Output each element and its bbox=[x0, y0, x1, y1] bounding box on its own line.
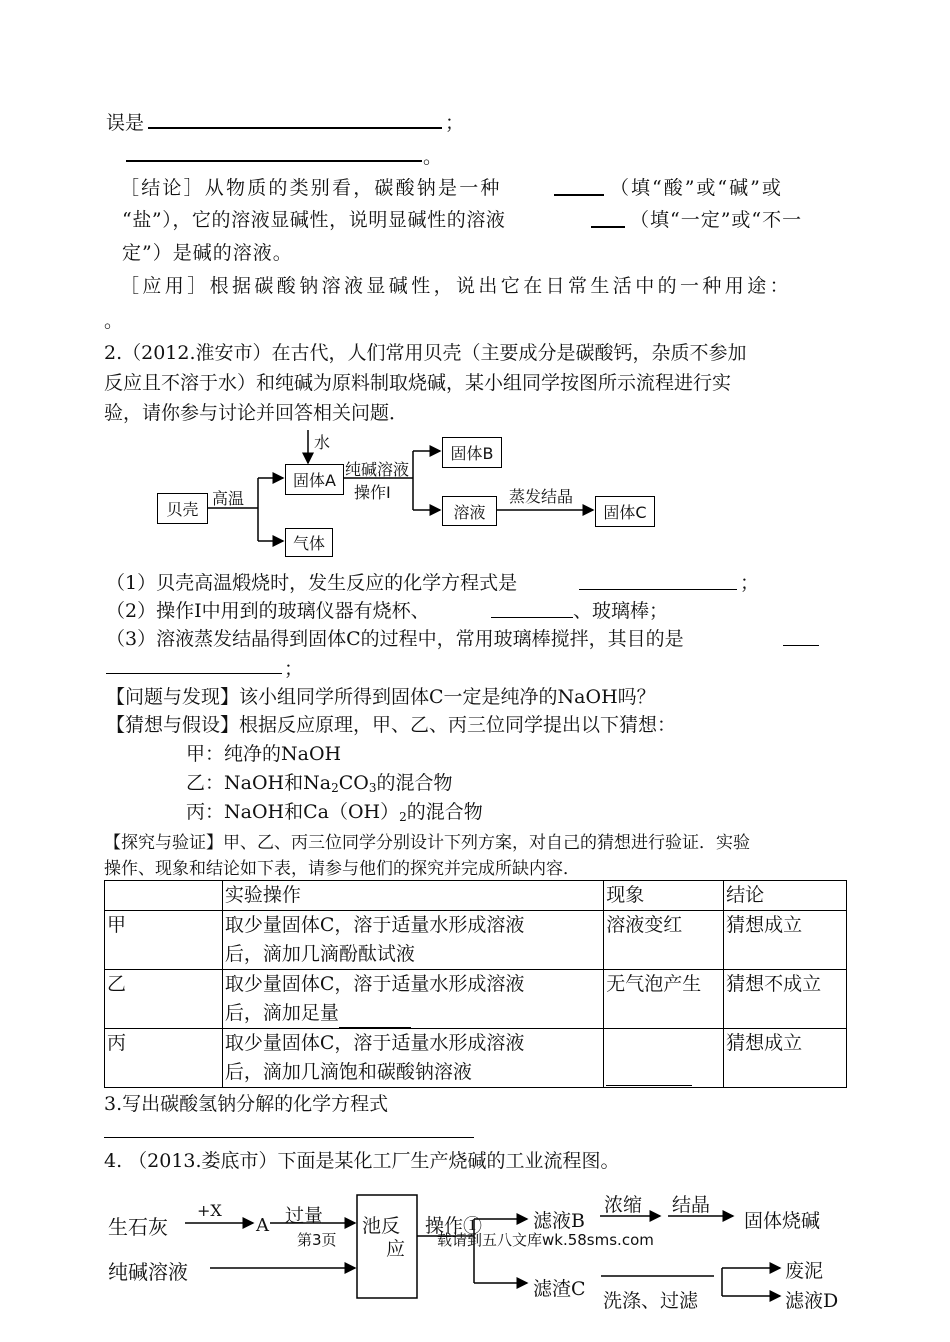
table-row bbox=[105, 1029, 847, 1088]
table-cell: 溶液变红 bbox=[604, 911, 724, 970]
waste-label: 废泥 bbox=[785, 1260, 824, 1282]
q2-sub1: （1）贝壳高温煅烧时，发生反应的化学方程式是 bbox=[106, 572, 518, 594]
solid-c-label: 固体C bbox=[603, 503, 647, 522]
conclusion-text: “盐”），它的溶液显碱性，说明显碱性的溶液 bbox=[122, 209, 506, 231]
q2-intro: 反应且不溶于水）和纯碱为原料制取烧碱，某小组同学按图所示流程进行实 bbox=[104, 372, 732, 394]
operation-1-label: 操作Ⅰ bbox=[354, 483, 391, 502]
answer-blank[interactable] bbox=[579, 589, 737, 590]
q4-intro: 4. （2013.娄底市）下面是某化工厂生产烧碱的工业流程图。 bbox=[104, 1150, 620, 1172]
subscript: 2 bbox=[331, 781, 339, 795]
table-cell bbox=[604, 1029, 724, 1088]
q2-sub3-end: ； bbox=[284, 658, 304, 680]
explore-text: 操作、现象和结论如下表，请参与他们的探究并完成所缺内容． bbox=[104, 859, 580, 879]
wash-label: 洗涤、过滤 bbox=[603, 1290, 699, 1312]
op1-label: 操作① bbox=[425, 1215, 483, 1237]
table-cell: 乙 bbox=[105, 970, 223, 1029]
solution-box bbox=[442, 496, 497, 526]
table-cell: 无气泡产生 bbox=[604, 970, 724, 1029]
table-cell: 猜想成立 bbox=[724, 911, 847, 970]
q1-line1-prefix: 误是 bbox=[106, 112, 145, 134]
pool-label: 池反 bbox=[362, 1215, 401, 1237]
hypothesis-bing-text: 的混合物 bbox=[406, 801, 483, 823]
subscript: 3 bbox=[368, 781, 377, 795]
hypothesis-yi-text: 的混合物 bbox=[376, 772, 453, 794]
hypothesis-jia: 甲：纯净的NaOH bbox=[186, 743, 342, 765]
gas-label: 气体 bbox=[292, 534, 325, 553]
solid-naoh-label: 固体烧碱 bbox=[744, 1210, 821, 1232]
table-cell: 猜想成立 bbox=[724, 1029, 847, 1088]
cell-line: 后，滴加几滴饱和碳酸钠溶液 bbox=[224, 1061, 472, 1083]
residue-c-label: 滤渣C bbox=[533, 1278, 586, 1300]
table-cell: 猜想不成立 bbox=[724, 970, 847, 1029]
high-temp-label: 高温 bbox=[212, 489, 245, 508]
cell-line: 取少量固体C，溶于适量水形成溶液 bbox=[224, 1032, 525, 1054]
subscript: 2 bbox=[399, 810, 407, 824]
table-header bbox=[105, 881, 223, 911]
cell-line: 取少量固体C，溶于适量水形成溶液 bbox=[224, 914, 525, 936]
q2-sub1-end: ； bbox=[740, 572, 760, 594]
table-cell: 甲 bbox=[105, 911, 223, 970]
q2-intro: 验，请你参与讨论并回答相关问题． bbox=[104, 402, 409, 424]
application-text: ［应用］根据碳酸钠溶液显碱性，说出它在日常生活中的一种用途： bbox=[120, 275, 793, 297]
table-header-row bbox=[105, 881, 847, 911]
conclusion-text: 定”）是碱的溶液。 bbox=[122, 242, 293, 264]
answer-blank[interactable] bbox=[606, 1056, 692, 1086]
quicklime-label: 生石灰 bbox=[108, 1215, 168, 1239]
answer-blank[interactable] bbox=[106, 673, 282, 674]
hypothesis-yi-text: 乙：NaOH和Na bbox=[186, 772, 332, 794]
cell-line bbox=[225, 999, 601, 1028]
q2-sub3: （3）溶液蒸发结晶得到固体C的过程中，常用玻璃棒搅拌，其目的是 bbox=[106, 628, 684, 650]
answer-blank[interactable] bbox=[783, 645, 819, 646]
hypothesis-yi-text: CO bbox=[338, 772, 369, 794]
explore-text: 【探究与验证】甲、乙、丙三位同学分别设计下列方案，对自己的猜想进行验证．实验 bbox=[104, 833, 750, 853]
answer-blank[interactable] bbox=[104, 1137, 474, 1138]
answer-blank[interactable] bbox=[339, 1007, 411, 1028]
solid-a-label: 固体A bbox=[293, 471, 336, 490]
cell-text: 后，滴加足量 bbox=[224, 1002, 339, 1024]
problem-text: 【问题与发现】该小组同学所得到固体C一定是纯净的NaOH吗？ bbox=[106, 686, 656, 708]
solid-b-box bbox=[442, 437, 502, 468]
a-label: A bbox=[256, 1215, 269, 1236]
excess-label: 过量 bbox=[285, 1205, 324, 1227]
table-header: 现象 bbox=[604, 881, 724, 911]
q1-line1-suffix: ； bbox=[445, 112, 465, 134]
experiment-table bbox=[104, 880, 847, 1088]
hypothesis-yi bbox=[186, 768, 452, 795]
q2-sub2: （2）操作Ⅰ中用到的玻璃仪器有烧杯、 bbox=[106, 600, 430, 622]
table-cell bbox=[222, 970, 603, 1029]
cell-line: 后，滴加几滴酚酞试液 bbox=[224, 943, 415, 965]
solid-a-box bbox=[285, 464, 344, 495]
evap-label: 蒸发结晶 bbox=[509, 487, 574, 506]
solid-b-label: 固体B bbox=[450, 444, 494, 463]
table-cell bbox=[222, 1029, 603, 1088]
page-number: 第3页 bbox=[297, 1231, 337, 1249]
solid-c-box bbox=[595, 496, 655, 527]
q2-intro: 2.（2012.淮安市）在古代，人们常用贝壳（主要成分是碳酸钙，杂质不参加 bbox=[104, 342, 747, 364]
q3-text: 3.写出碳酸氢钠分解的化学方程式 bbox=[104, 1093, 389, 1115]
soda-solution-label: 纯碱溶液 bbox=[345, 460, 410, 479]
filtrate-d-label: 滤液D bbox=[785, 1290, 839, 1312]
footer-site: 载请到五八文库wk.58sms.com bbox=[437, 1231, 654, 1249]
hypothesis-bing-text: 丙：NaOH和Ca（OH） bbox=[186, 801, 400, 823]
pool-label-2: 应 bbox=[386, 1238, 406, 1260]
table-cell: 丙 bbox=[105, 1029, 223, 1088]
conclusion-text: （填“一定”或“不一 bbox=[630, 209, 803, 231]
table-header: 结论 bbox=[724, 881, 847, 911]
period: 。 bbox=[104, 310, 124, 332]
solution-label: 溶液 bbox=[453, 502, 486, 522]
conclusion-text: ［结论］从物质的类别看，碳酸钠是一种 bbox=[120, 177, 502, 199]
filtrate-b-label: 滤液B bbox=[533, 1210, 585, 1232]
answer-blank[interactable] bbox=[491, 617, 573, 618]
table-cell bbox=[222, 911, 603, 970]
shell-label: 贝壳 bbox=[166, 500, 199, 519]
gas-box bbox=[285, 528, 333, 557]
crystal-label: 结晶 bbox=[672, 1194, 711, 1216]
table-row bbox=[105, 970, 847, 1029]
conclusion-text: （填“酸”或“碱”或 bbox=[610, 177, 783, 199]
hypothesis-bing bbox=[186, 797, 483, 824]
soda-label: 纯碱溶液 bbox=[108, 1260, 188, 1284]
hypothesis-text: 【猜想与假设】根据反应原理，甲、乙、丙三位同学提出以下猜想： bbox=[106, 714, 677, 736]
cell-line: 取少量固体C，溶于适量水形成溶液 bbox=[224, 973, 525, 995]
table-header: 实验操作 bbox=[222, 881, 603, 911]
concentrate-label: 浓缩 bbox=[604, 1194, 643, 1216]
table-row bbox=[105, 911, 847, 970]
q1-line2-suffix: 。 bbox=[423, 146, 443, 168]
plus-x-label: +X bbox=[197, 1201, 222, 1220]
water-label: 水 bbox=[314, 433, 331, 452]
shell-box bbox=[157, 493, 208, 524]
q2-sub2-end: 、玻璃棒； bbox=[573, 600, 669, 622]
